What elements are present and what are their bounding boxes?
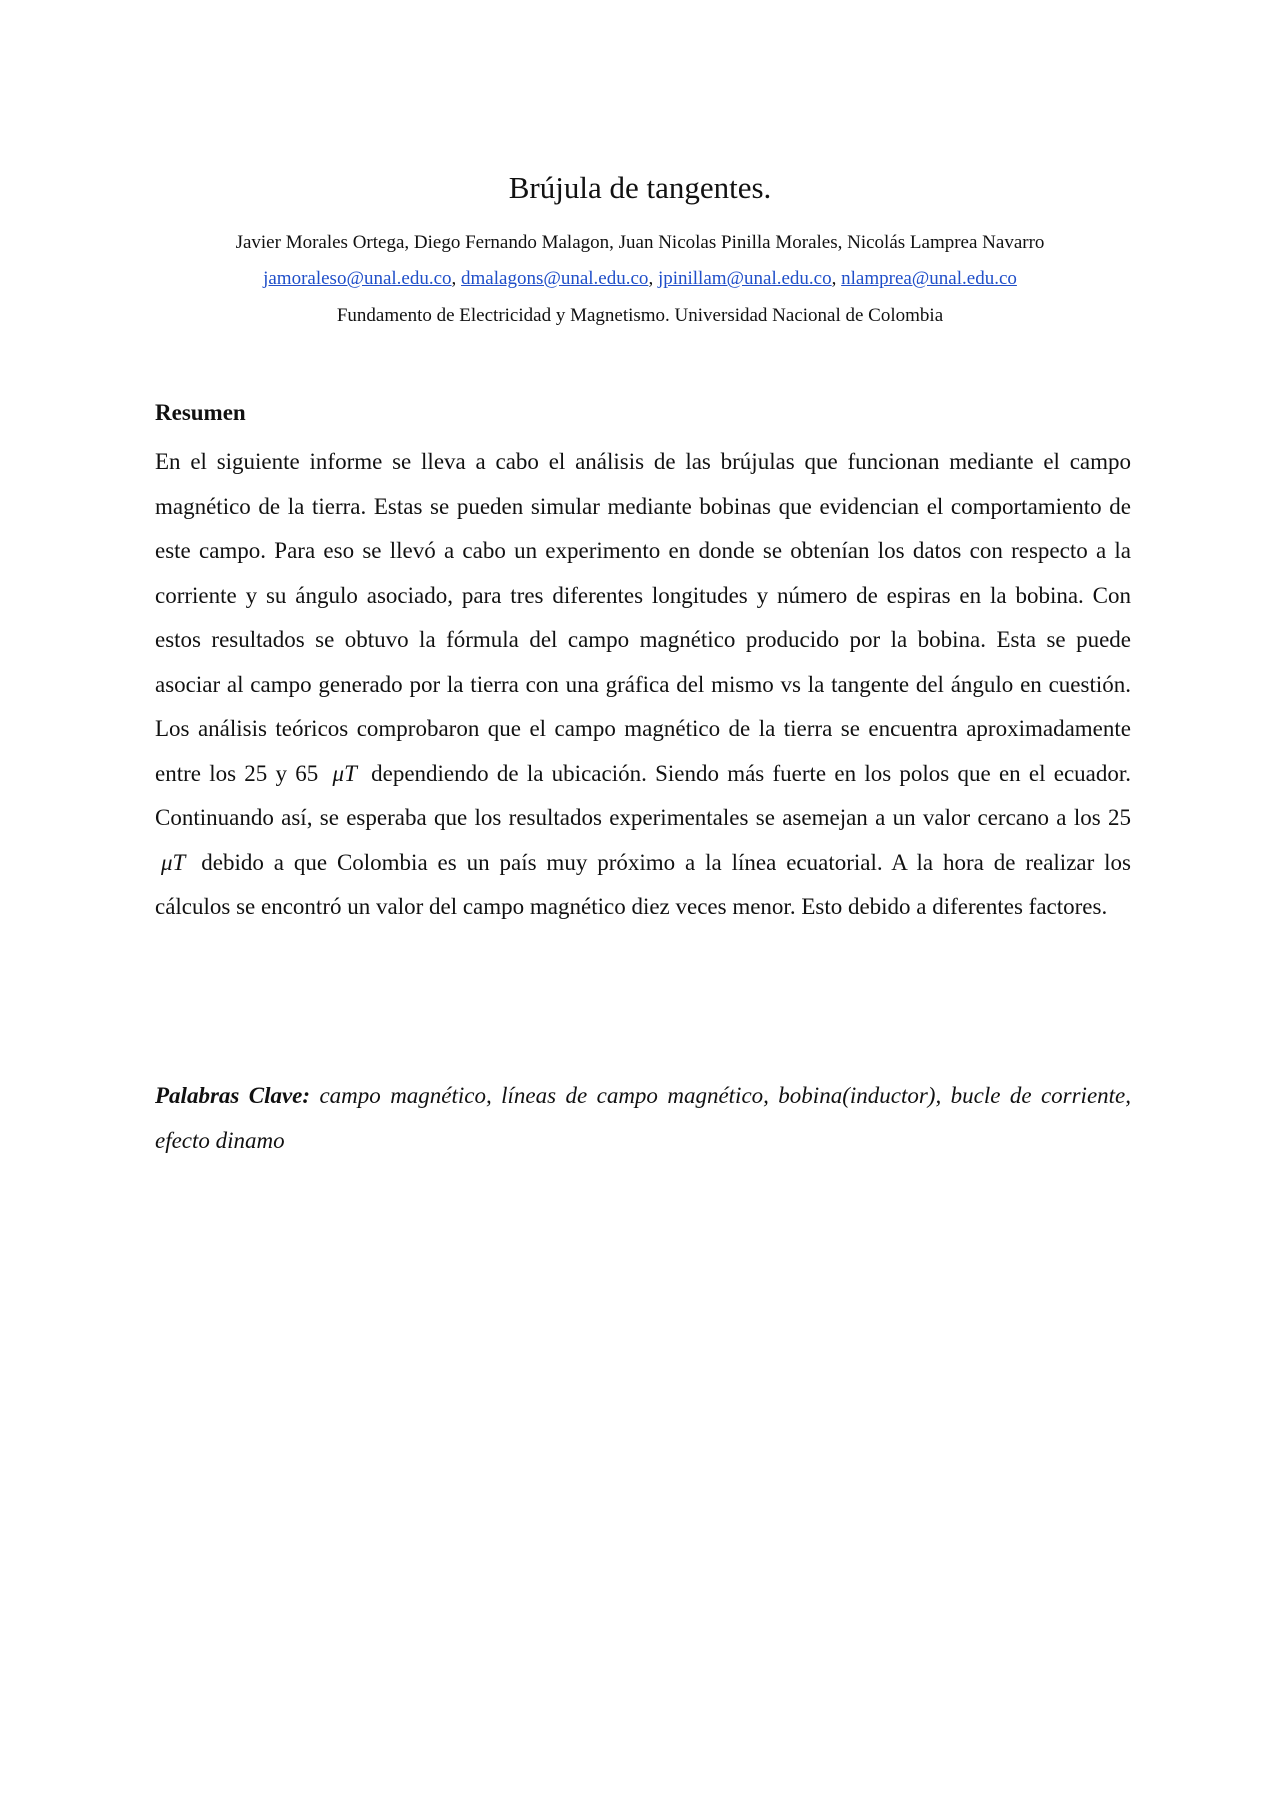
email-separator: , bbox=[451, 268, 462, 289]
email-link-2[interactable]: dmalagons@unal.edu.co bbox=[461, 268, 649, 289]
abstract-heading: Resumen bbox=[155, 400, 246, 425]
keywords-label: Palabras Clave: bbox=[155, 1083, 311, 1108]
email-link-4[interactable]: nlamprea@unal.edu.co bbox=[841, 268, 1017, 289]
affiliation: Fundamento de Electricidad y Magnetismo. Universidad Nacional de Colombia bbox=[336, 305, 944, 326]
keywords-text: campo magnético, líneas de campo magnético, bobina(inductor), bucle de corriente, efecto dinamo bbox=[155, 1083, 1131, 1153]
email-link-1[interactable]: jamoraleso@unal.edu.co bbox=[263, 268, 452, 289]
paper-title: Brújula de tangentes. bbox=[508, 170, 772, 205]
abstract-body bbox=[155, 440, 1131, 930]
email-link-3[interactable]: jpinillam@unal.edu.co bbox=[657, 268, 832, 289]
keywords-block bbox=[155, 1073, 1131, 1163]
unit-symbol: μT bbox=[161, 849, 186, 875]
email-separator: , bbox=[648, 268, 658, 289]
abstract-text-part3: debido a que Colombia es un país muy próximo a la línea ecuatorial. A la hora de realizar los cálculos se encontró un valor del campo magnético diez veces menor. Esto debido a diferentes factores. bbox=[155, 849, 1132, 919]
unit-symbol: μT bbox=[332, 760, 357, 786]
email-separator: , bbox=[831, 268, 842, 289]
abstract-text-part1: En el siguiente informe se lleva a cabo el análisis de las brújulas que funcionan mediante el campo magnético de la tierra. Estas se pueden simular mediante bobinas que evidencian el comportamiento de este campo. Para eso se llevó a cabo un experimento en donde se obtenían los datos con respecto a la corriente y su ángulo asociado, para tres diferentes longitudes y número de espiras en la bobina. Con estos resultados se obtuvo la fórmula del campo magnético producido por la bobina. Esta se puede asociar al campo generado por la tierra con una gráfica del mismo vs la tangente del ángulo en cuestión. Los análisis teóricos comprobaron que el campo magnético de la tierra se encuentra aproximadamente entre los 25 y 65 bbox=[155, 449, 1131, 786]
email-list bbox=[0, 266, 1280, 292]
author-list: Javier Morales Ortega, Diego Fernando Malagon, Juan Nicolas Pinilla Morales, Nicolás Lamprea Navarro bbox=[235, 232, 1045, 253]
abstract-text-part2: dependiendo de la ubicación. Siendo más fuerte en los polos que en el ecuador. Continuando así, se esperaba que los resultados experimentales se asemejan a un valor cercano a los 25 bbox=[155, 760, 1132, 830]
